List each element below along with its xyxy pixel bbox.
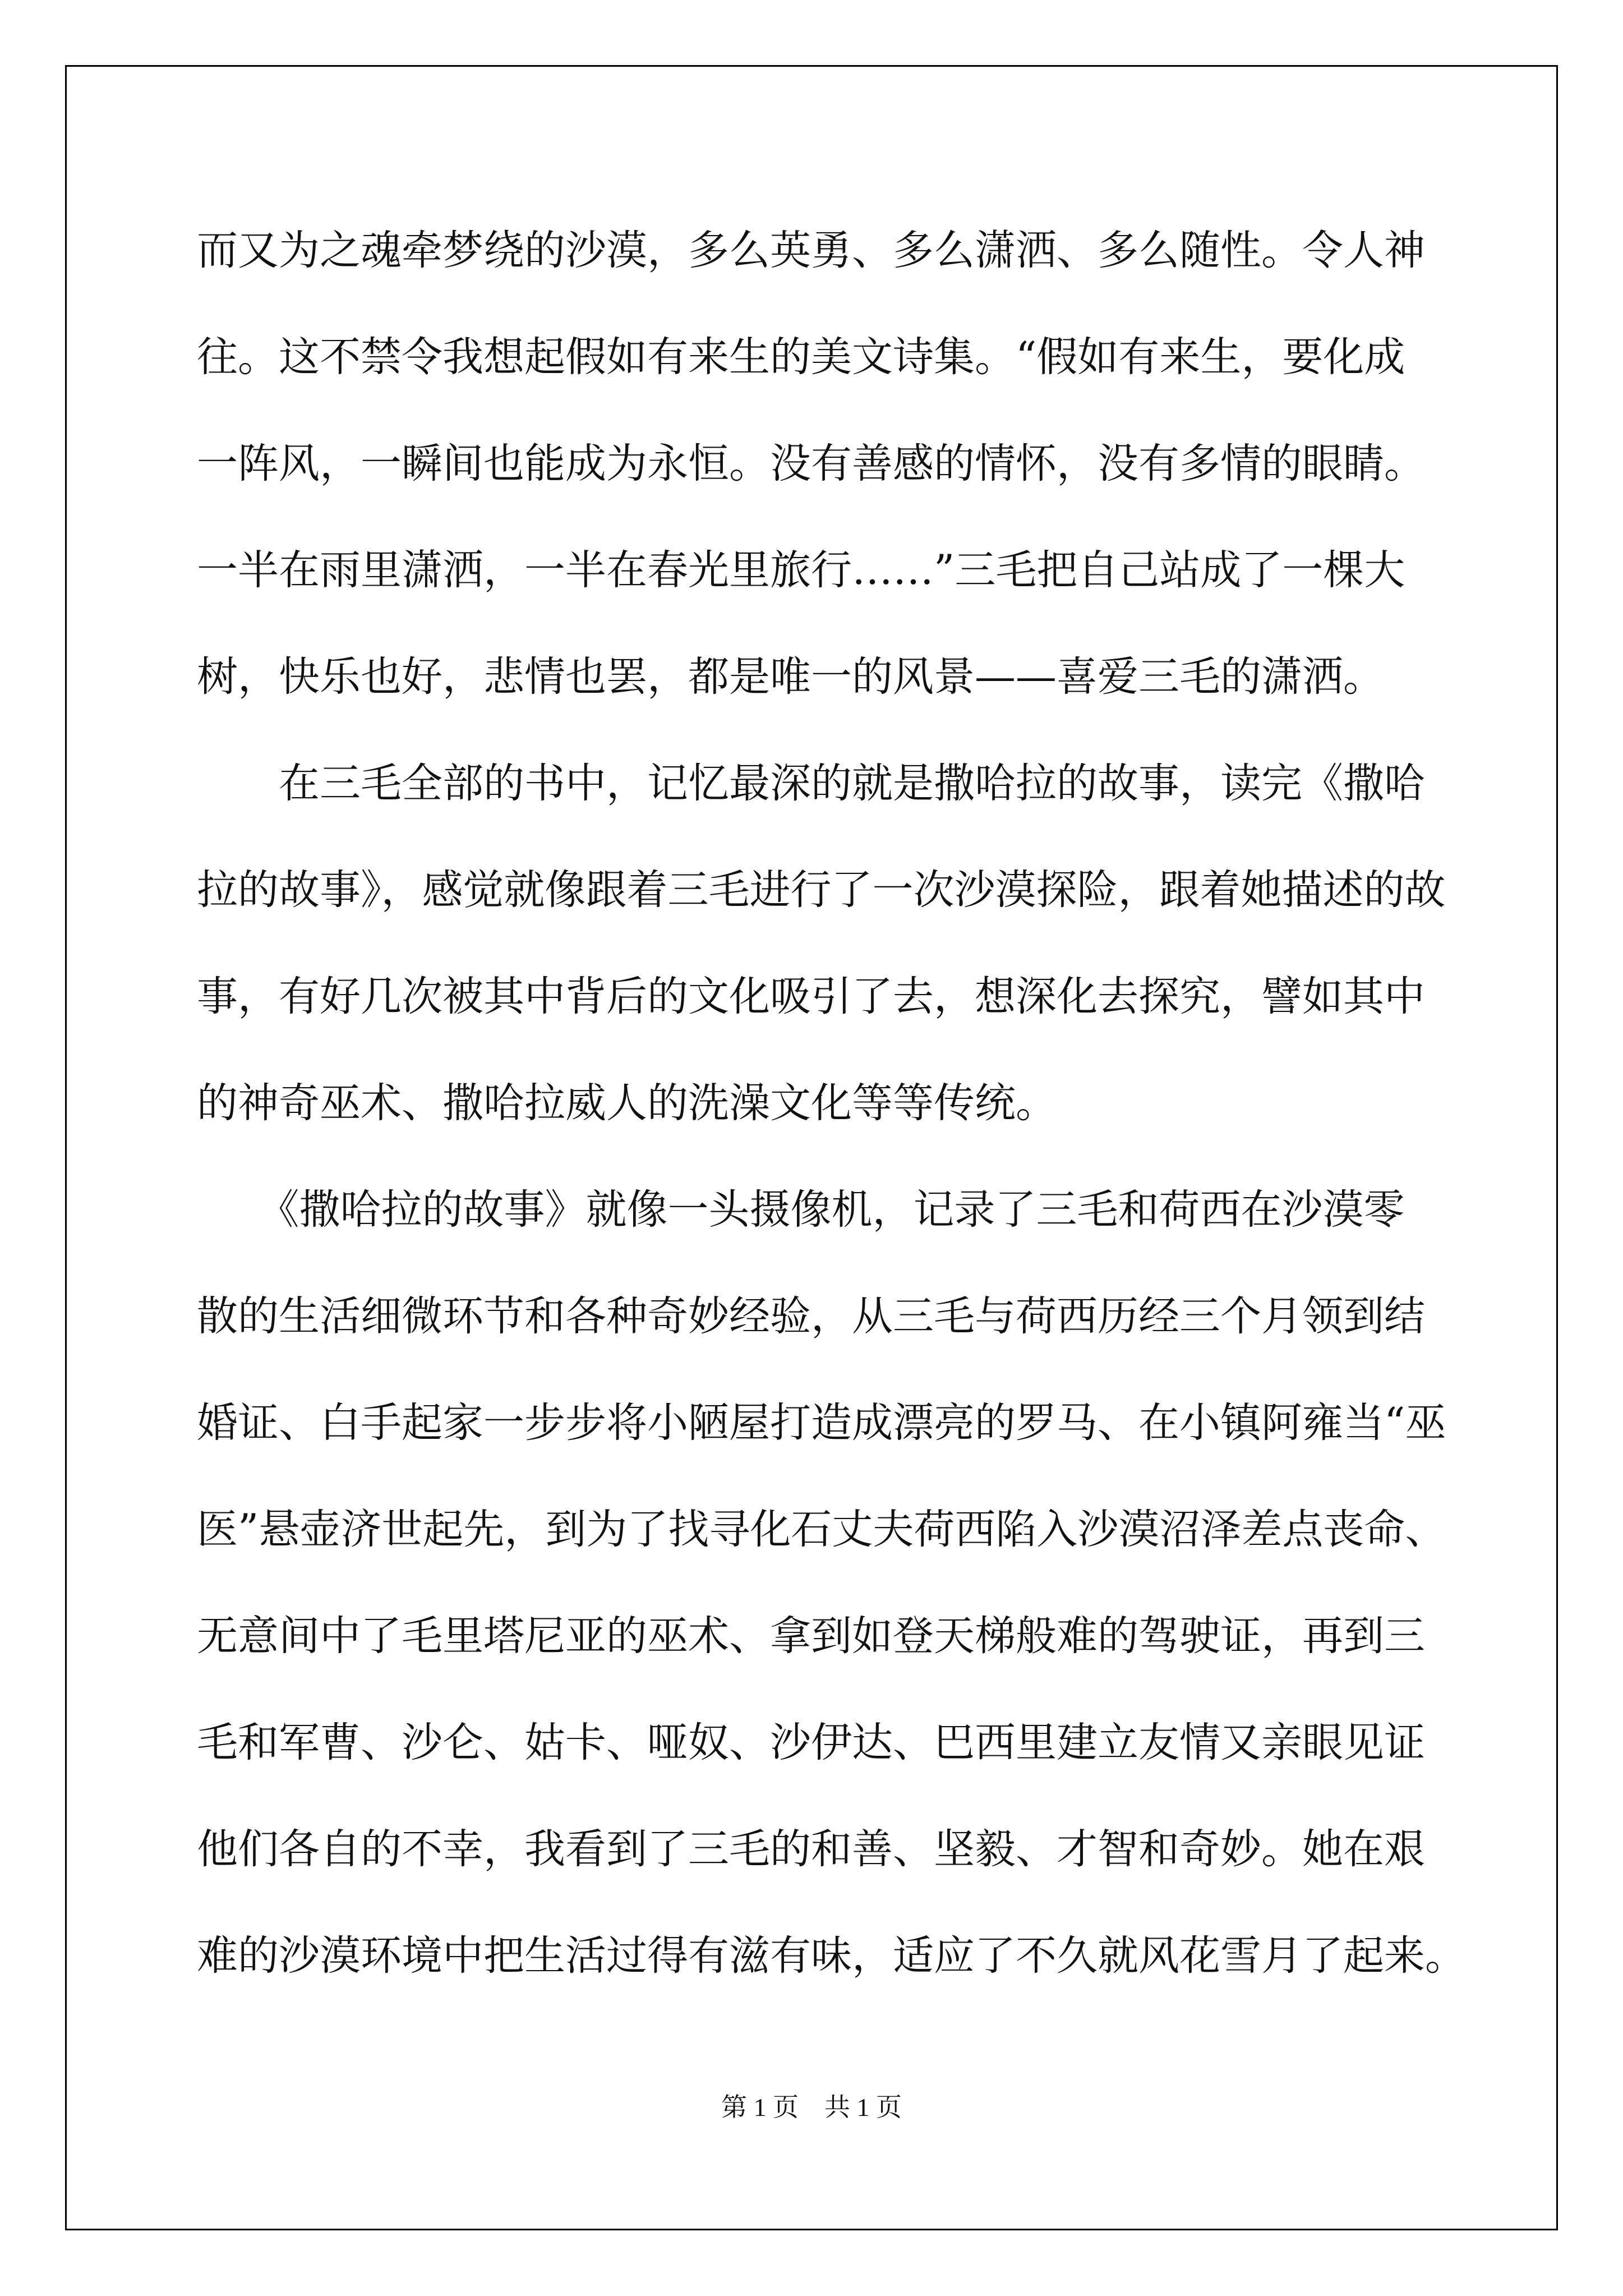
text-line: 他们各自的不幸，我看到了三毛的和善、坚毅、才智和奇妙。她在艰	[197, 1825, 1425, 1873]
page-number-footer: 第 1 页 共 1 页	[721, 2093, 902, 2122]
text-line: 树，快乐也好，悲情也罢，都是唯一的风景——喜爱三毛的潇洒。	[197, 653, 1384, 701]
text-line: 的神奇巫术、撒哈拉威人的洗澡文化等等传统。	[197, 1079, 1057, 1127]
paragraph-start-line: 在三毛全部的书中，记忆最深的就是撒哈拉的故事，读完《撒哈	[197, 760, 1425, 807]
text-line: 而又为之魂牵梦绕的沙漠，多么英勇、多么潇洒、多么随性。令人神	[197, 227, 1425, 274]
text-line: 一半在雨里潇洒，一半在春光里旅行……”三毛把自己站成了一棵大	[197, 546, 1405, 594]
text-line: 一阵风，一瞬间也能成为永恒。没有善感的情怀，没有多情的眼睛。	[197, 440, 1425, 487]
paragraph-start-line: 《撒哈拉的故事》就像一头摄像机，记录了三毛和荷西在沙漠零	[197, 1186, 1405, 1234]
text-line: 难的沙漠环境中把生活过得有滋有味，适应了不久就风花雪月了起来。	[197, 1932, 1466, 1980]
text-line: 毛和军曹、沙仑、姑卡、哑奴、沙伊达、巴西里建立友情又亲眼见证	[197, 1719, 1425, 1766]
text-line: 拉的故事》，感觉就像跟着三毛进行了一次沙漠探险，跟着她描述的故	[197, 866, 1446, 914]
text-line: 婚证、白手起家一步步将小陋屋打造成漂亮的罗马、在小镇阿雍当“巫	[197, 1399, 1446, 1447]
text-line: 无意间中了毛里塔尼亚的巫术、拿到如登天梯般难的驾驶证，再到三	[197, 1612, 1425, 1660]
text-line: 往。这不禁令我想起假如有来生的美文诗集。“假如有来生，要化成	[197, 333, 1405, 381]
text-line: 散的生活细微环节和各种奇妙经验，从三毛与荷西历经三个月领到结	[197, 1292, 1425, 1340]
text-line: 医”悬壶济世起先，到为了找寻化石丈夫荷西陷入沙漠沼泽差点丧命、	[197, 1506, 1446, 1553]
text-line: 事，有好几次被其中背后的文化吸引了去，想深化去探究，譬如其中	[197, 973, 1425, 1020]
